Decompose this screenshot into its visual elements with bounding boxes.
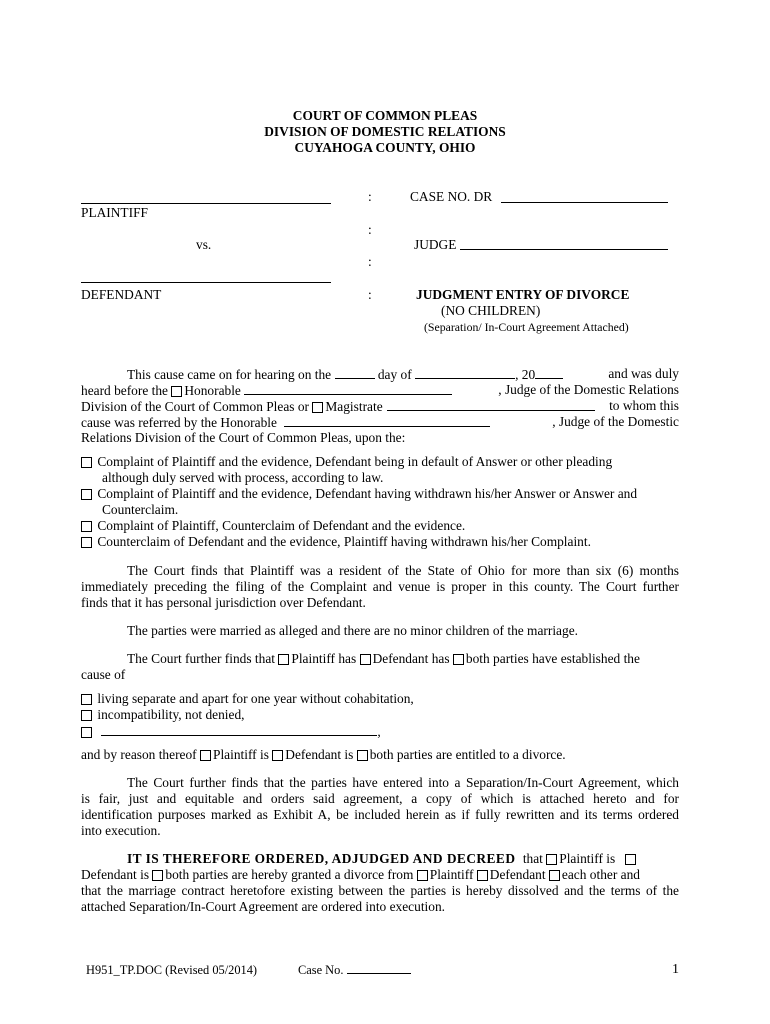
from-defendant-checkbox[interactable] [477,870,488,881]
each-other-checkbox[interactable] [549,870,560,881]
from-plaintiff-checkbox[interactable] [417,870,428,881]
referring-judge-field[interactable] [284,414,490,427]
judge-field[interactable] [460,249,668,250]
order-plaintiff-checkbox[interactable] [546,854,557,865]
magistrate-name-field[interactable] [387,398,595,411]
caption-colon: : [368,287,372,302]
hearing-day-field[interactable] [335,366,375,379]
ground-checkbox[interactable] [81,727,92,738]
plaintiff-signature-line[interactable] [81,203,331,204]
defendant-signature-line[interactable] [81,282,331,283]
cause-defendant-checkbox[interactable] [360,654,371,665]
ground-option-1: living separate and apart for one year without cohabitation, [81,691,679,707]
order-line-3: that the marriage contract heretofore existing between the parties is hereby dissolved and the terms of the [81,883,679,898]
magistrate-checkbox[interactable] [312,402,323,413]
complaint-option-checkbox[interactable] [81,457,92,468]
honorable-checkbox[interactable] [171,386,182,397]
agreement-line-3: identification purposes marked as Exhibit A, be included herein as if fully rewritten and its terms ordered [81,807,679,822]
defendant-label: DEFENDANT [81,287,162,302]
judge-name-field[interactable] [244,382,452,395]
cause-both-checkbox[interactable] [453,654,464,665]
agreement-line-1: The Court further finds that the parties have entered into a Separation/In-Court Agreement, which [127,775,679,790]
ground-option-other: , [81,723,679,740]
entitled-defendant-checkbox[interactable] [272,750,283,761]
hearing-month-field[interactable] [415,366,515,379]
ground-option-2: incompatibility, not denied, [81,707,679,723]
cause-plaintiff-checkbox[interactable] [278,654,289,665]
page-number: 1 [672,962,679,977]
case-no-field[interactable] [501,202,668,203]
footer-case-no-field[interactable] [347,963,411,974]
division-name: DIVISION OF DOMESTIC RELATIONS [264,124,506,139]
document-title: JUDGMENT ENTRY OF DIVORCE [416,287,630,302]
county-name: CUYAHOGA COUNTY, OHIO [294,140,476,155]
complaint-option-checkbox[interactable] [81,537,92,548]
caption-colon: : [368,189,372,204]
cause-line-2: cause of [81,667,126,682]
plaintiff-label: PLAINTIFF [81,205,148,220]
agreement-line-4: into execution. [81,823,161,838]
footer-case-no: Case No. [298,962,411,978]
caption-colon: : [368,222,372,237]
entitled-plaintiff-checkbox[interactable] [200,750,211,761]
case-no-label: CASE NO. DR [410,189,493,204]
entitled-both-checkbox[interactable] [357,750,368,761]
complaint-option-1: Complaint of Plaintiff and the evidence, Defendant being in default of Answer or other pleading [81,454,679,470]
complaint-option-checkbox[interactable] [81,489,92,500]
order-line-4: attached Separation/In-Court Agreement are ordered into execution. [81,899,446,914]
ground-checkbox[interactable] [81,710,92,721]
marriage-finding: The parties were married as alleged and there are no minor children of the marriage. [127,623,578,638]
complaint-option-checkbox[interactable] [81,521,92,532]
court-name: COURT OF COMMON PLEAS [292,108,478,123]
order-line-1: IT IS THEREFORE ORDERED, ADJUDGED AND DECREED that Plaintiff is [127,851,679,867]
cause-line-1: The Court further finds that Plaintiff has Defendant has both parties have established the [127,651,640,666]
residency-line-1: The Court finds that Plaintiff was a resident of the State of Ohio for more than six (6) months [127,563,679,578]
form-id: H951_TP.DOC (Revised 05/2014) [86,963,258,977]
complaint-option-1-cont: although duly served with process, according to law. [102,470,384,485]
hearing-year-field[interactable] [535,366,563,379]
agreement-line-2: is fair, just and equitable and orders said agreement, a copy of which is attached hereto and for [81,791,679,806]
residency-line-2: immediately preceding the filing of the Complaint and venue is proper in this county. The Court further [81,579,679,594]
document-subtitle: (NO CHILDREN) [441,303,541,318]
hearing-line-1: This cause came on for hearing on the day of , 20 and was duly [127,366,679,382]
order-both-checkbox[interactable] [152,870,163,881]
hearing-line-3: Division of the Court of Common Pleas or Magistrate to whom this [81,398,679,414]
other-ground-field[interactable] [101,723,377,736]
complaint-option-2: Complaint of Plaintiff and the evidence, Defendant having withdrawn his/her Answer or Answer and [81,486,679,502]
entitled-line: and by reason thereof Plaintiff is Defendant is both parties are entitled to a divorce. [81,747,566,762]
complaint-option-3: Complaint of Plaintiff, Counterclaim of Defendant and the evidence. [81,518,679,534]
hearing-line-2: heard before the Honorable , Judge of the Domestic Relations [81,382,679,398]
hearing-line-4: cause was referred by the Honorable , Judge of the Domestic [81,414,679,430]
ground-checkbox[interactable] [81,694,92,705]
order-line-2: Defendant is both parties are hereby granted a divorce from Plaintiff Defendant each other and [81,867,640,882]
judge-label: JUDGE [414,237,457,252]
vs-label: vs. [196,237,212,252]
complaint-option-2-cont: Counterclaim. [102,502,179,517]
hearing-line-5: Relations Division of the Court of Common Pleas, upon the: [81,430,406,445]
complaint-option-4: Counterclaim of Defendant and the evidence, Plaintiff having withdrawn his/her Complaint. [81,534,679,550]
residency-line-3: finds that it has personal jurisdiction over Defendant. [81,595,366,610]
document-subtitle-agreement: (Separation/ In-Court Agreement Attached) [424,320,629,334]
caption-colon: : [368,254,372,269]
order-plaintiff-defendant-checkbox[interactable] [625,854,636,865]
